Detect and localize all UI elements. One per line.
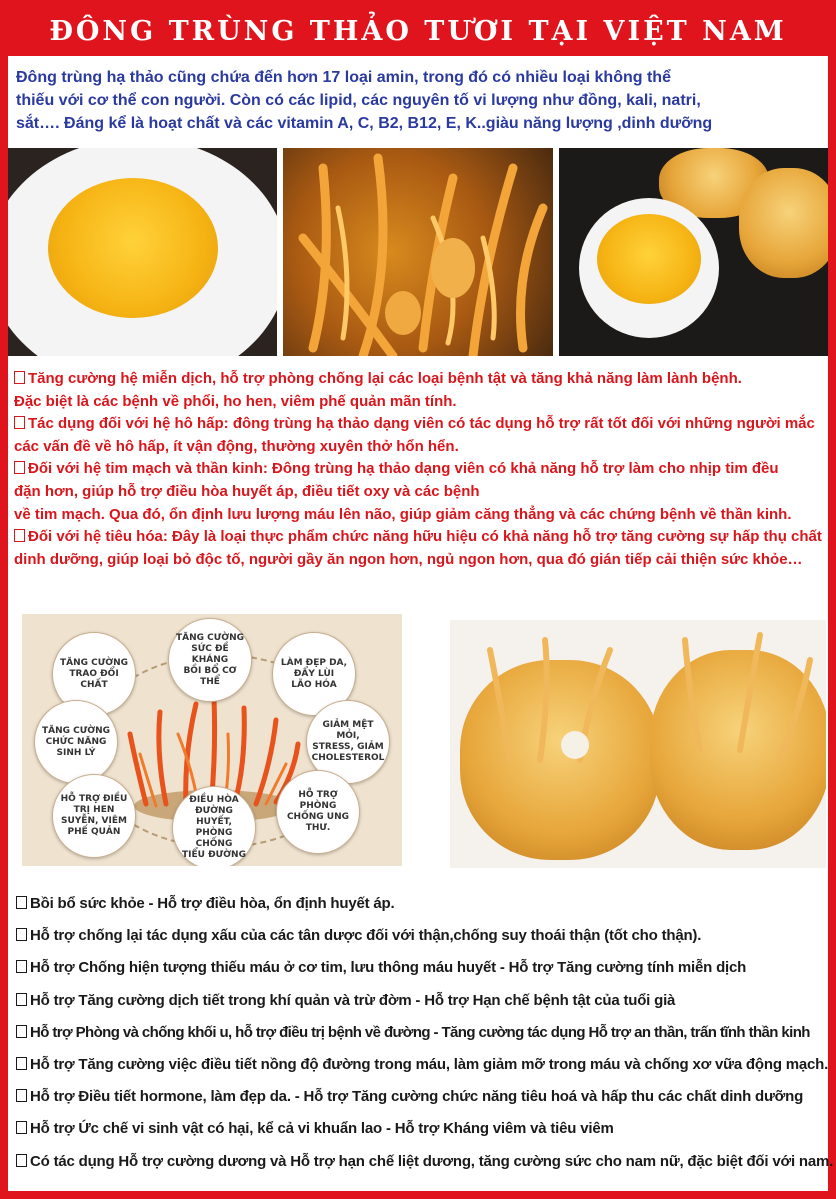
- checkbox-icon: [16, 1089, 27, 1102]
- checkbox-icon: [16, 928, 27, 941]
- diagram-label: LÀM ĐẸP DA, ĐẨY LÙI LÃO HÓA: [272, 632, 356, 716]
- checkbox-icon: [16, 1057, 27, 1070]
- list-item: Đối với hệ tim mạch và thần kinh: Đông trùng hạ thảo dạng viên có khả năng hỗ trợ làm cho nhịp tim đều: [14, 458, 824, 481]
- photo-bowl-and-nests: [559, 148, 828, 356]
- intro-line: thiếu với cơ thể con người. Còn có các lipid, các nguyên tố vi lượng như đồng, kali, natri,: [16, 92, 701, 109]
- intro-paragraph: [16, 66, 826, 135]
- checkbox-icon: [14, 529, 25, 542]
- checkbox-icon: [14, 461, 25, 474]
- checkbox-icon: [16, 1121, 27, 1134]
- list-item: Bồi bổ sức khỏe - Hỗ trợ điều hòa, ổn định huyết áp.: [16, 888, 826, 920]
- checkbox-icon: [16, 896, 27, 909]
- page-title: ĐÔNG TRÙNG THẢO TƯƠI TẠI VIỆT NAM: [8, 8, 828, 56]
- list-item: Hỗ trợ Điều tiết hormone, làm đẹp da. - Hỗ trợ Tăng cường chức năng tiêu hoá và hấp thu các chất dinh dưỡng: [16, 1081, 826, 1113]
- list-item: dinh dưỡng, giúp loại bỏ độc tố, người gầy ăn ngon hơn, ngủ ngon hơn, qua đó gián tiếp cải thiện sức khỏe…: [14, 550, 803, 568]
- list-item: các vấn đề về hô hấp, ít vận động, thường xuyên thở hổn hển.: [14, 437, 459, 455]
- photo-row: [8, 148, 828, 356]
- photo-soup-bowl: [8, 148, 277, 356]
- diagram-label: TĂNG CƯỜNG CHỨC NĂNG SINH LÝ: [34, 700, 118, 784]
- checkbox-icon: [16, 993, 27, 1006]
- diagram-label: TĂNG CƯỜNG SỨC ĐỀ KHÁNG BỒI BỔ CƠ THỂ: [168, 618, 252, 702]
- checkbox-icon: [16, 1154, 27, 1167]
- photo-cordyceps-jar: [283, 148, 552, 356]
- list-item: đặn hơn, giúp hỗ trợ điều hòa huyết áp, điều tiết oxy và các bệnh: [14, 482, 480, 500]
- list-item: Hỗ trợ Tăng cường dịch tiết trong khí quản và trừ đờm - Hỗ trợ Hạn chế bệnh tật của tuổi già: [16, 985, 826, 1017]
- list-item: Đặc biệt là các bệnh về phổi, ho hen, viêm phế quản mãn tính.: [14, 392, 457, 410]
- list-item: về tim mạch. Qua đó, ổn định lưu lượng máu lên não, giúp giảm căng thẳng và các chứng bệnh về thần kinh.: [14, 505, 792, 523]
- checkbox-icon: [16, 960, 27, 973]
- list-item: Đối với hệ tiêu hóa: Đây là loại thực phẩm chức năng hữu hiệu có khả năng hỗ trợ tăng cường sự hấp thụ chất: [14, 526, 824, 549]
- diagram-label: TĂNG CƯỜNG TRAO ĐỔI CHẤT: [52, 632, 136, 716]
- diagram-label: HỖ TRỢ PHÒNG CHỐNG UNG THƯ.: [276, 770, 360, 854]
- list-item: Hỗ trợ chống lại tác dụng xấu của các tân dược đối với thận,chống suy thoái thận (tốt cho thận).: [16, 920, 826, 952]
- intro-line: Đông trùng hạ thảo cũng chứa đến hơn 17 loại amin, trong đó có nhiều loại không thể: [16, 69, 671, 86]
- benefits-red-list: [14, 368, 824, 571]
- list-item: Hỗ trợ Chống hiện tượng thiếu máu ở cơ tim, lưu thông máu huyết - Hỗ trợ Tăng cường tính miễn dịch: [16, 952, 826, 984]
- list-item: Hỗ trợ Ức chế vi sinh vật có hại, kể cả vi khuẩn lao - Hỗ trợ Kháng viêm và tiêu viêm: [16, 1113, 826, 1145]
- list-item: Hỗ trợ Phòng và chống khối u, hỗ trợ điều trị bệnh về đường - Tăng cường tác dụng Hỗ trợ an thần, trấn tĩnh thần kinh: [16, 1017, 826, 1049]
- diagram-label: HỖ TRỢ ĐIỀU TRỊ HEN SUYỄN, VIÊM PHẾ QUẢN: [52, 774, 136, 858]
- diagram-label: ĐIỀU HÒA ĐƯỜNG HUYẾT, PHÒNG CHỐNG TIỂU ĐƯỜNG: [172, 786, 256, 866]
- benefits-list: [16, 888, 834, 1178]
- checkbox-icon: [16, 1025, 27, 1038]
- benefits-diagram: [22, 614, 402, 866]
- list-item: Tác dụng đối với hệ hô hấp: đông trùng hạ thảo dạng viên có tác dụng hỗ trợ rất tốt đối với những người mắc: [14, 413, 824, 436]
- checkbox-icon: [14, 416, 25, 429]
- checkbox-icon: [14, 371, 25, 384]
- intro-line: sắt…. Đáng kể là hoạt chất và các vitamin A, C, B2, B12, E, K..giàu năng lượng ,dinh dưỡng: [16, 115, 713, 132]
- list-item: Hỗ trợ Tăng cường việc điều tiết nồng độ đường trong máu, làm giảm mỡ trong máu và chống xơ vữa động mạch.: [16, 1049, 826, 1081]
- photo-cordyceps-nests: [450, 620, 826, 868]
- list-item: Tăng cường hệ miễn dịch, hỗ trợ phòng chống lại các loại bệnh tật và tăng khả năng làm lành bệnh.: [14, 368, 824, 391]
- list-item: Có tác dụng Hỗ trợ cường dương và Hỗ trợ hạn chế liệt dương, tăng cường sức cho nam nữ, đặc biệt đối với nam.: [16, 1146, 826, 1178]
- diagram-label: GIẢM MỆT MỎI, STRESS, GIẢM CHOLESTEROL: [306, 700, 390, 784]
